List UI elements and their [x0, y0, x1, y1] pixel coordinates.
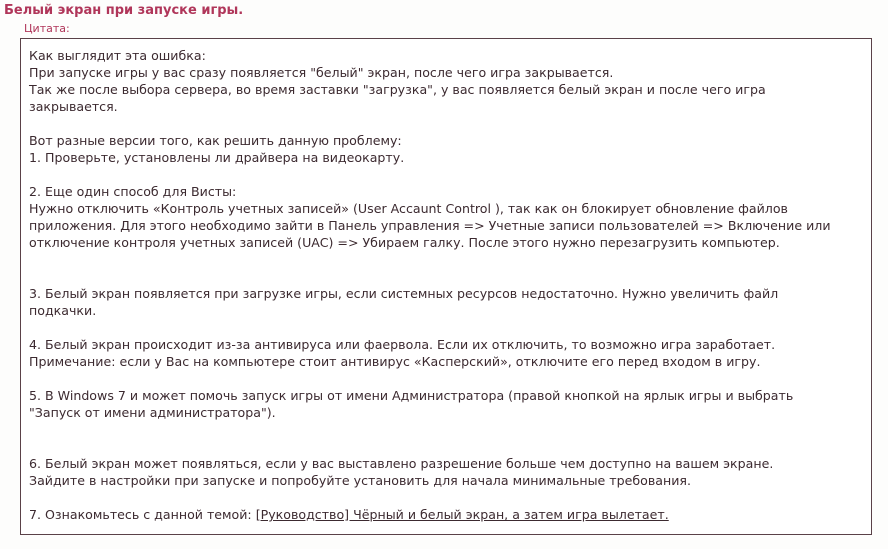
spacer: [29, 370, 863, 387]
solution-item-6-line: Зайдите в настройки при запуске и попробуйте установить для начала минимальные требования.: [29, 473, 691, 488]
solution-item-4-line: Примечание: если у Вас на компьютере стоит антивирус «Касперский», отключите его перед входом в игру.: [29, 354, 761, 369]
spacer: [29, 421, 863, 438]
quote-box: [20, 38, 872, 535]
guide-topic-link[interactable]: [Руководство] Чёрный и белый экран, а затем игра вылетает.: [255, 507, 669, 522]
solution-item-2-line: приложения. Для этого необходимо зайти в Панель управления => Учетные записи пользователей => Включение или: [29, 218, 831, 233]
solution-item-6-line: 6. Белый экран может появляться, если у вас выставлено разрешение больше чем доступно на вашем экране.: [29, 456, 774, 471]
solution-item-4-line: 4. Белый экран происходит из-за антивируса или фаервола. Если их отключить, то возможно игра заработает.: [29, 337, 776, 352]
solution-item-5-line: "Запуск от имени администратора").: [29, 405, 276, 420]
solution-item-3-line: 3. Белый экран появляется при загрузке игры, если системных ресурсов недостаточно. Нужно увеличить файл: [29, 286, 779, 301]
versions-heading: Вот разные версии того, как решить данную проблему:: [29, 133, 402, 148]
spacer: [29, 251, 863, 268]
solution-item-2-heading: 2. Еще один способ для Висты:: [29, 184, 237, 199]
intro-line: При запуске игры у вас сразу появляется "белый" экран, после чего игра закрывается.: [29, 65, 614, 80]
spacer: [29, 166, 863, 183]
solution-item-2-line: отключение контроля учетных записей (UAC) => Убираем галку. После этого нужно перезагрузить компьютер.: [29, 235, 780, 250]
spacer: [29, 438, 863, 455]
intro-line: закрывается.: [29, 99, 118, 114]
solution-item-2-line: Нужно отключить «Контроль учетных записей» (User Accaunt Control ), так как он блокирует обновление файлов: [29, 201, 788, 216]
spacer: [29, 268, 863, 285]
intro-heading: Как выглядит эта ошибка:: [29, 48, 206, 63]
post-title: Белый экран при запуске игры.: [4, 3, 244, 18]
quote-label: Цитата:: [24, 22, 70, 35]
spacer: [29, 115, 863, 132]
solution-item-3-line: подкачки.: [29, 303, 97, 318]
solution-item-7: [29, 506, 863, 523]
solution-item-1: 1. Проверьте, установлены ли драйвера на видеокарту.: [29, 150, 405, 165]
spacer: [29, 319, 863, 336]
solution-item-7-prefix: 7. Ознакомьтесь с данной темой:: [29, 507, 256, 522]
intro-line: Так же после выбора сервера, во время заставки "загрузка", у вас появляется белый экран и после чего игра: [29, 82, 766, 97]
solution-item-5-line: 5. В Windows 7 и может помочь запуск игры от имени Администратора (правой кнопкой на ярлык игры и выбрать: [29, 388, 794, 403]
spacer: [29, 489, 863, 506]
